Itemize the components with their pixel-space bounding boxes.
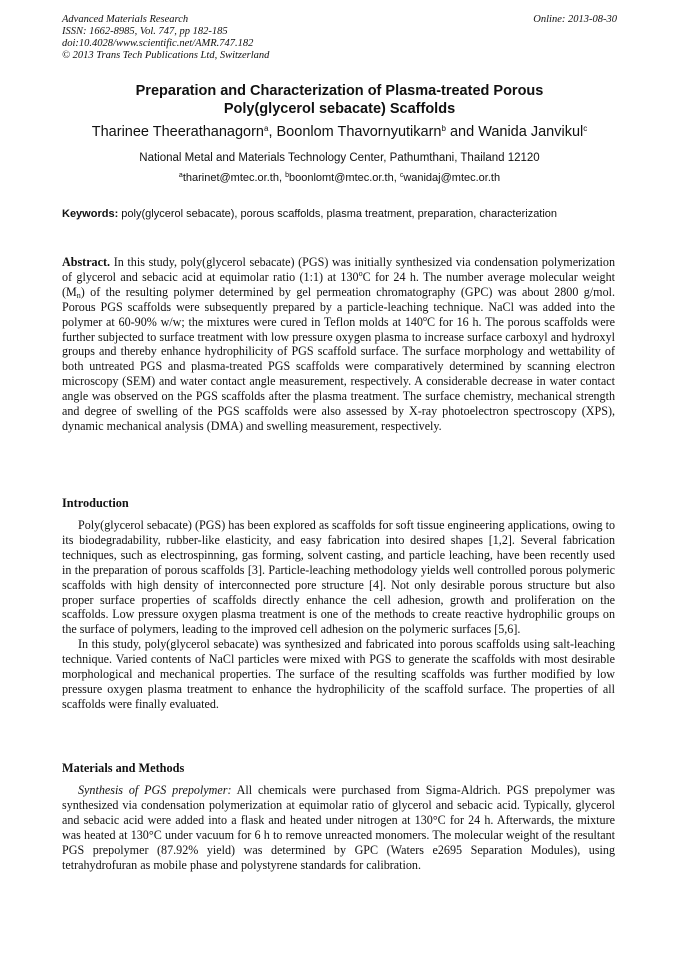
methods-body — [62, 783, 615, 872]
journal-header — [62, 14, 617, 62]
introduction-paragraph-1: Poly(glycerol sebacate) (PGS) has been explored as scaffolds for soft tissue engineering applications, owing to its biodegradability, rubber-like elasticity, and easy fabrication into desired shapes [1,2]. Several fabrication techniques, such as electrospinning, gas forming, solvent casting, and particle leaching, have been recently used in the preparation of porous scaffolds [3]. Particle-leaching methodology yields well controlled porous polymeric scaffolds with high density of interconnected pore structure [4]. Not only desirable porous structure but also proper surface properties of scaffolds directly enhance the cell adhesion, growth and proliferation on the scaffolds. Low pressure oxygen plasma treatment is one of the methods to create reactive hydrophilic groups on the surface of polymers, leading to the improved cell adhesion on the polymeric surfaces [5,6]. — [62, 518, 615, 637]
email-2-mark: b — [285, 172, 289, 179]
abstract-text-4: C for 16 h. The porous scaffolds were further subjected to surface treatment with low pressure oxygen plasma to increase surface carboxyl and hydroxyl groups and thereby enhance hydrophilicity of PGS scaffold surface. The surface morphology and wettability of both untreated PGS and plasma-treated PGS scaffolds were comparatively determined by scanning electron microscopy (SEM) and water contact angle measurement, respectively. A considerable decrease in water contact angle was observed on the PGS scaffolds after the plasma treatment. The surface chemistry, mechanical strength and degree of swelling of the PGS scaffolds were also assessed by X-ray photoelectron spectroscopy (XPS), dynamic mechanical analysis (DMA) and swelling measurement, respectively. — [62, 314, 615, 433]
affiliation: National Metal and Materials Technology Center, Pathumthani, Thailand 12120 — [139, 152, 540, 164]
author-3-affil-mark: c — [583, 124, 588, 133]
author-2: Boonlom Thavornyutikarn — [276, 124, 442, 140]
email-1: tharinet@mtec.or.th, — [182, 172, 286, 184]
author-3: Wanida Janvikul — [478, 124, 584, 140]
journal-doi: doi:10.4028/www.scientific.net/AMR.747.182 — [62, 38, 254, 49]
author-list — [62, 123, 617, 141]
author-1-affil-mark: a — [264, 124, 269, 133]
abstract-text-2: C for 24 h. The number average molecular weight (M — [62, 269, 616, 299]
introduction-paragraph-2: In this study, poly(glycerol sebacate) was synthesized and fabricated into porous scaffolds using salt-leaching technique. Varied contents of NaCl particles were mixed with PGS to generate the scaffolds with most desirable morphological and mechanical properties. The surface of the resulting scaffolds was further modified by low pressure oxygen plasma treatment to enhance the hydrophilicity of the scaffold surface. The properties of all scaffolds were finally evaluated. — [62, 637, 615, 711]
keywords-text: poly(glycerol sebacate), porous scaffolds, plasma treatment, preparation, characterization — [118, 208, 558, 220]
title-line-1: Preparation and Characterization of Plasma-treated Porous — [135, 83, 544, 99]
abstract-text-3: ) of the resulting polymer determined by gel permeation chromatography (GPC) was about 2800 g/mol. Porous PGS scaffolds were subsequently prepared by a particle-leaching technique. NaCl was added into the polymer at 60-90% w/w; the mixtures were cured in Teflon molds at 140 — [62, 284, 615, 329]
journal-issn: ISSN: 1662-8985, Vol. 747, pp 182-185 — [62, 26, 228, 37]
methods-subheading: Synthesis of PGS prepolymer: — [78, 783, 232, 797]
author-separator-2: and — [445, 124, 479, 140]
introduction-heading: Introduction — [62, 496, 129, 510]
keywords-label: Keywords: — [62, 208, 119, 220]
degree-mark-2: o — [422, 313, 427, 323]
email-1-mark: a — [178, 172, 183, 179]
author-separator-1: , — [268, 124, 277, 140]
methods-paragraph-1 — [62, 783, 615, 872]
introduction-body — [62, 518, 615, 712]
email-3: wanidaj@mtec.or.th — [403, 172, 501, 184]
abstract-text-1: In this study, poly(glycerol sebacate) (PGS) was initially synthesized via condensation polymerization of glycerol and sebacic acid at equimolar ratio (1:1) at 130 — [62, 255, 615, 284]
email-3-mark: c — [399, 172, 404, 179]
paper-title — [62, 83, 617, 118]
methods-paragraph-1-text: All chemicals were purchased from Sigma-Aldrich. PGS prepolymer was synthesized via condensation polymerization at equimolar ratio of glycerol and sebacic acid. Typically, glycerol and sebacic acid were added into a flask and heated under nitrogen at 130°C for 24 h. Afterwards, the mixture was heated at 130°C under vacuum for 6 h to remove unreacted monomers. The molecular weight of the resultant PGS prepolymer (87.92% yield) was determined by GPC (Waters e2695 Separation Modules), using tetrahydrofuran as mobile phase and polystyrene standards for calibration. — [62, 783, 615, 872]
journal-name: Advanced Materials Research — [62, 14, 189, 25]
author-1: Tharinee Theerathanagorn — [91, 124, 264, 140]
journal-copyright: © 2013 Trans Tech Publications Ltd, Switzerland — [62, 50, 270, 61]
author-emails — [62, 171, 617, 185]
author-2-affil-mark: b — [441, 124, 446, 133]
keywords — [62, 207, 615, 221]
degree-mark-1: o — [358, 268, 363, 278]
title-line-2: Poly(glycerol sebacate) Scaffolds — [223, 100, 456, 117]
abstract — [62, 255, 615, 434]
subscript-n: n — [76, 290, 81, 300]
abstract-label: Abstract. — [62, 255, 111, 269]
online-date: Online: 2013-08-30 — [533, 14, 617, 25]
methods-heading: Materials and Methods — [62, 761, 185, 775]
email-2: boonlomt@mtec.or.th, — [288, 172, 400, 184]
